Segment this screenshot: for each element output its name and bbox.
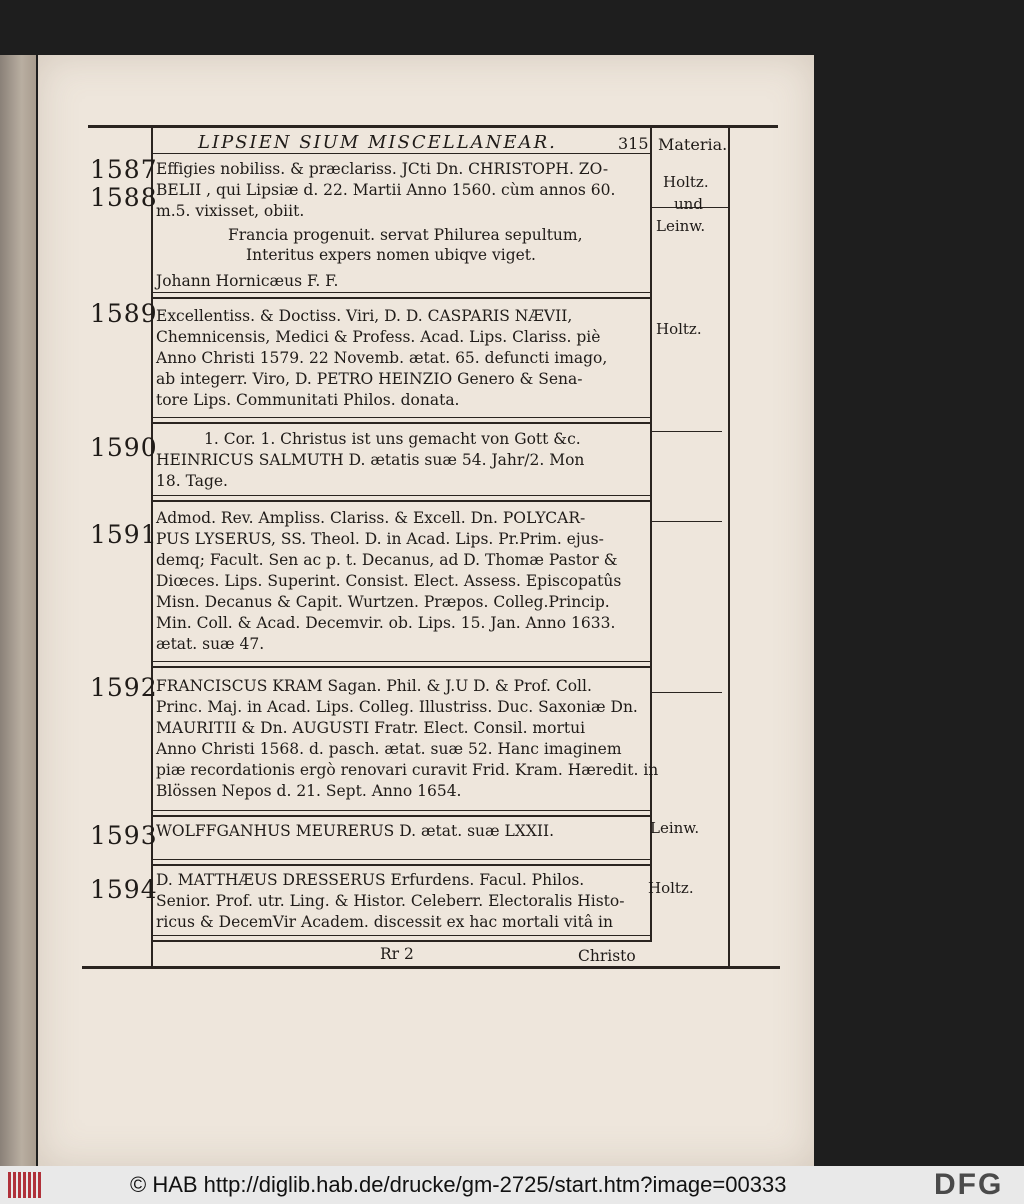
entry-text-line: Blössen Nepos d. 21. Sept. Anno 1654. — [156, 782, 462, 800]
separator-1b — [151, 297, 651, 299]
material-label: Holtz. — [656, 320, 702, 338]
entry-year: 1592 — [90, 673, 158, 702]
separator-5 — [151, 810, 651, 811]
material-divider-3 — [652, 521, 722, 522]
entry-text-line: 18. Tage. — [156, 472, 228, 490]
entry-text-line: PUS LYSERUS, SS. Theol. D. in Acad. Lips. Pr.Prim. ejus- — [156, 530, 604, 548]
separator-4b — [151, 666, 651, 668]
entry-text-line: Chemnicensis, Medici & Profess. Acad. Lips. Clariss. piè — [156, 328, 601, 346]
entry-text-line: m.5. vixisset, obiit. — [156, 202, 305, 220]
material-label: Leinw. — [650, 819, 700, 837]
material-column-right-rule — [728, 127, 730, 967]
entry-text-line: Min. Coll. & Acad. Decemvir. ob. Lips. 15. Jan. Anno 1633. — [156, 614, 616, 632]
entry-text-line: Admod. Rev. Ampliss. Clariss. & Excell. Dn. POLYCAR- — [156, 509, 586, 527]
dfg-logo: DFG — [934, 1168, 1004, 1201]
entry-text-line: ab integerr. Viro, D. PETRO HEINZIO Genero & Sena- — [156, 370, 583, 388]
entry-text-line: WOLFFGANHUS MEURERUS D. ætat. suæ LXXII. — [156, 822, 555, 840]
material-divider-2 — [652, 431, 722, 432]
separator-1 — [151, 292, 651, 293]
separator-7b — [151, 940, 651, 942]
entry-text-line: MAURITII & Dn. AUGUSTI Fratr. Elect. Consil. mortui — [156, 719, 586, 737]
header-underline — [151, 153, 651, 154]
separator-4 — [151, 661, 651, 662]
separator-2 — [151, 417, 651, 418]
entry-text-line: Effigies nobiliss. & præclariss. JCti Dn. CHRISTOPH. ZO- — [156, 160, 609, 178]
material-label: Holtz. — [648, 879, 694, 897]
book-page — [38, 55, 814, 1167]
entry-year: 1594 — [90, 875, 158, 904]
entry-year: 1588 — [90, 183, 158, 212]
entry-text-line: tore Lips. Communitati Philos. donata. — [156, 391, 460, 409]
entry-text-line: FRANCISCUS KRAM Sagan. Phil. & J.U D. & Prof. Coll. — [156, 677, 592, 695]
material-divider-4 — [652, 692, 722, 693]
entry-text-line: Princ. Maj. in Acad. Lips. Colleg. Illustriss. Duc. Saxoniæ Dn. — [156, 698, 638, 716]
material-label: Leinw. — [656, 217, 706, 235]
separator-5b — [151, 815, 651, 817]
hab-logo-icon — [6, 1170, 46, 1200]
material-column-heading: Materia. — [658, 135, 728, 154]
entry-year: 1589 — [90, 299, 158, 328]
bottom-rule — [82, 966, 780, 969]
separator-3 — [151, 495, 651, 496]
entry-text-line: Diœces. Lips. Superint. Consist. Elect. Assess. Episcopatûs — [156, 572, 622, 590]
entry-text-line: BELII , qui Lipsiæ d. 22. Martii Anno 1560. cùm annos 60. — [156, 181, 616, 199]
separator-7 — [151, 935, 651, 936]
entry-year: 1591 — [90, 520, 158, 549]
separator-6 — [151, 859, 651, 860]
entry-text-line: ricus & DecemVir Academ. discessit ex hac mortali vitâ in — [156, 913, 613, 931]
entry-text-line: demq; Facult. Sen ac p. t. Decanus, ad D. Thomæ Pastor & — [156, 551, 618, 569]
entry-text-line: Excellentiss. & Doctiss. Viri, D. D. CASPARIS NÆVII, — [156, 307, 573, 325]
entry-text-line: piæ recordationis ergò renovari curavit Frid. Kram. Hæredit. in — [156, 761, 659, 779]
separator-2b — [151, 422, 651, 424]
printer-signature: Rr 2 — [380, 945, 414, 963]
engraver-signature: Johann Hornicæus F. F. — [156, 272, 339, 290]
top-rule — [88, 125, 778, 128]
verse-line: Interitus expers nomen ubiqve viget. — [246, 246, 536, 264]
separator-6b — [151, 864, 651, 866]
entry-text-line: Misn. Decanus & Capit. Wurtzen. Præpos. Colleg.Princip. — [156, 593, 610, 611]
entry-text-line: Anno Christi 1579. 22 Novemb. ætat. 65. defuncti imago, — [156, 349, 608, 367]
running-title: LIPSIEN SIUM MISCELLANEAR. — [198, 132, 557, 153]
entry-year: 1593 — [90, 821, 158, 850]
entry-text-line: D. MATTHÆUS DRESSERUS Erfurdens. Facul. Philos. — [156, 871, 585, 889]
entry-year: 1587 — [90, 155, 158, 184]
entry-text-line: Anno Christi 1568. d. pasch. ætat. suæ 52. Hanc imaginem — [156, 740, 622, 758]
material-label: und — [674, 195, 703, 213]
separator-3b — [151, 500, 651, 502]
adjacent-page-edge — [0, 55, 36, 1167]
entry-text-line: Senior. Prof. utr. Ling. & Histor. Celeberr. Electoralis Histo- — [156, 892, 625, 910]
verse-line: Francia progenuit. servat Philurea sepultum, — [228, 226, 583, 244]
page-number: 315 — [618, 134, 649, 153]
viewer-footer-bar — [0, 1166, 1024, 1204]
entry-text-line: ætat. suæ 47. — [156, 635, 265, 653]
material-label: Holtz. — [663, 173, 709, 191]
entry-year: 1590 — [90, 433, 158, 462]
catchword: Christo — [578, 947, 636, 965]
copyright-url-text: © HAB http://diglib.hab.de/drucke/gm-2725/start.htm?image=00333 — [130, 1172, 787, 1197]
entry-text-line: 1. Cor. 1. Christus ist uns gemacht von Gott &c. — [204, 430, 581, 448]
entry-text-line: HEINRICUS SALMUTH D. ætatis suæ 54. Jahr/2. Mon — [156, 451, 585, 469]
